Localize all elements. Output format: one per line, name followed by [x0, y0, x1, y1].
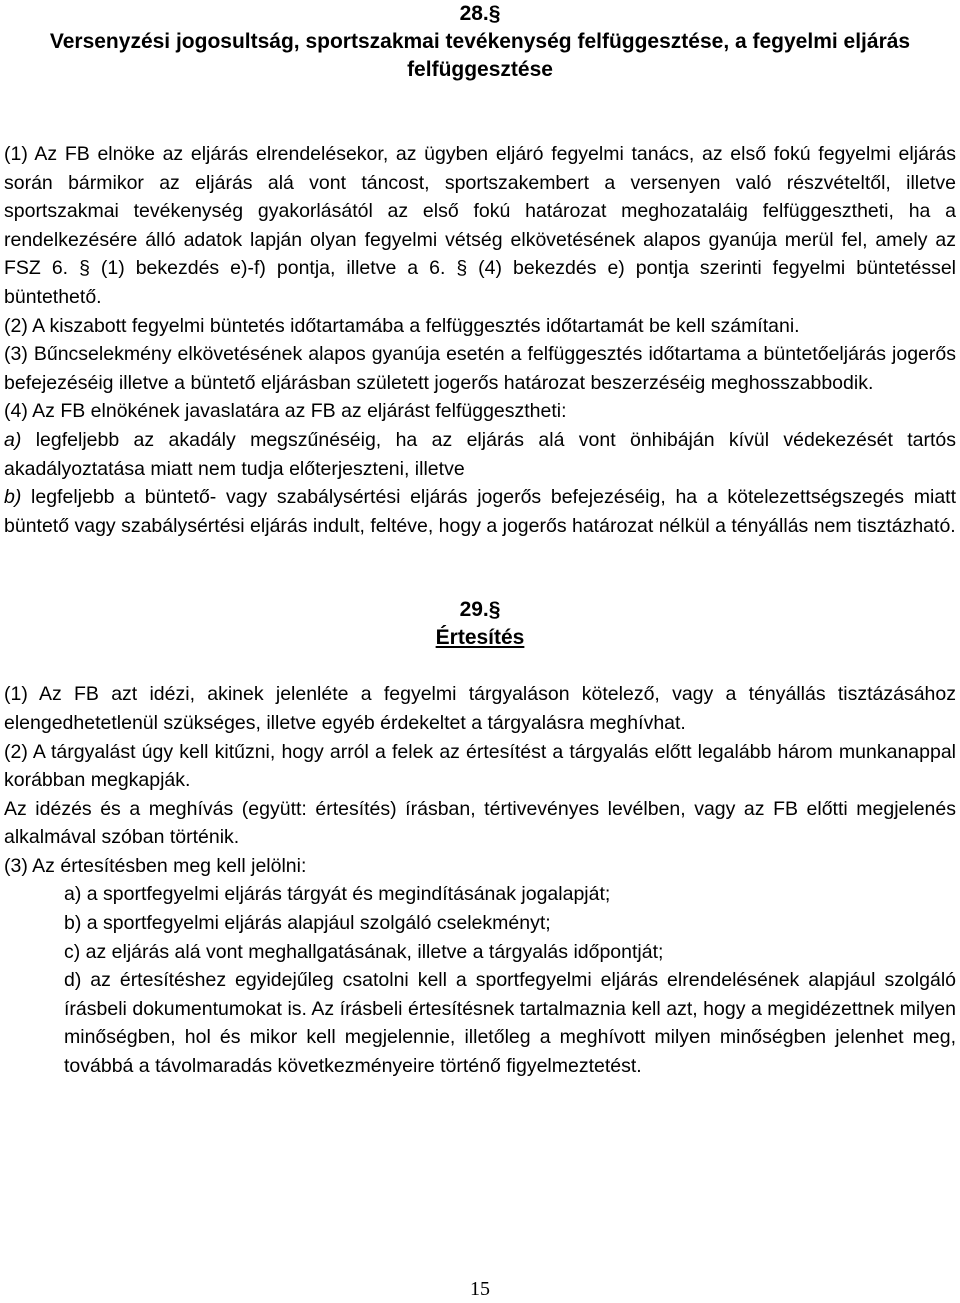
section-29-paragraph-4: (3) Az értesítésben meg kell jelölni:	[4, 854, 307, 877]
item-a-label: a)	[4, 428, 22, 451]
section-28-paragraph-3: (3) Bűncselekmény elkövetésének alapos gyanúja esetén a felfüggesztés időtartama a büntetőeljárás jogerős befejezéséig illetve a büntető eljárásban született jogerős határozat beszerzéséig meghosszabbodik.	[4, 343, 956, 394]
section-28-item-a	[4, 426, 956, 483]
section-29-title: Értesítés	[435, 626, 525, 650]
notification-requirements-list	[64, 880, 956, 1080]
document-page	[4, 0, 956, 1081]
item-a-text: legfeljebb az akadály megszűnéséig, ha az eljárás alá vont önhibáján kívül védekezését tartós akadályoztatása miatt nem tudja előterjeszteni, illetve	[4, 428, 956, 480]
list-item: d) az értesítéshez egyidejűleg csatolni kell a sportfegyelmi eljárás elrendelésének alapjául szolgáló írásbeli dokumentumokat is. Az írásbeli értesítésnek tartalmaznia kell azt, hogy a megidézettnek milyen minőségben, hol és mikor kell megjelennie, illetőleg a meghívott milyen minőségben jelenhet meg, továbbá a távolmaradás következményeire történő figyelmeztetést.	[64, 969, 956, 1078]
item-b-text: legfeljebb a büntető- vagy szabálysértési eljárás jogerős befejezéséig, ha a kötelezettségszegés miatt büntető vagy szabálysértési eljárás indult, feltéve, hogy a jogerős határozat nélkül a tényállás nem tisztázható.	[4, 486, 956, 537]
section-28-paragraph-1: (1) Az FB elnöke az eljárás elrendelésekor, az ügyben eljáró fegyelmi tanács, az első fokú fegyelmi eljárás során bármikor az eljárás alá vont táncost, sportszakembert a versenyen való részvételtől, illetve sportszakmai tevékenység gyakorlásától az első fokú határozat meghozataláig felfüggesztheti, ha a rendelkezésére álló adatok lapján olyan fegyelmi vétség elkövetésének alapos gyanúja merül fel, amely az FSZ 6. § (1) bekezdés e)-f) pontja, illetve a 6. § (4) bekezdés e) pontja szerinti fegyelmi büntetéssel büntethető.	[4, 143, 956, 308]
list-item: b) a sportfegyelmi eljárás alapjául szolgáló cselekményt;	[64, 912, 551, 935]
section-29-paragraph-1: (1) Az FB azt idézi, akinek jelenléte a fegyelmi tárgyaláson kötelező, vagy a tényállás tisztázásához elengedhetetlenül szükséges, illetve egyéb érdekeltet a tárgyalásra meghívhat.	[4, 683, 956, 734]
section-28-heading	[4, 0, 956, 84]
section-29-paragraph-2: (2) A tárgyalást úgy kell kitűzni, hogy arról a felek az értesítést a tárgyalás előtt legalább három munkanappal korábban megkapják.	[4, 740, 956, 792]
list-item: c) az eljárás alá vont meghallgatásának, illetve a tárgyalás időpontját;	[64, 940, 664, 963]
section-29-paragraph-3: Az idézés és a meghívás (együtt: értesítés) írásban, tértivevényes levélben, vagy az FB előtti megjelenés alkalmával szóban történik.	[4, 797, 956, 849]
list-item: a) a sportfegyelmi eljárás tárgyát és megindításának jogalapját;	[64, 883, 611, 906]
section-28-number: 28.§	[459, 2, 501, 25]
section-28-paragraph-4: (4) Az FB elnökének javaslatára az FB az eljárást felfüggesztheti:	[4, 400, 567, 423]
section-29-heading	[4, 596, 956, 652]
section-28-title: Versenyzési jogosultság, sportszakmai tevékenység felfüggesztése, a fegyelmi eljárás felfüggesztése	[49, 30, 911, 81]
item-b-label: b)	[4, 486, 22, 509]
section-28-paragraph-2: (2) A kiszabott fegyelmi büntetés időtartamába a felfüggesztés időtartamát be kell számítani.	[4, 314, 800, 337]
section-28-item-b	[4, 483, 956, 540]
section-29-number: 29.§	[459, 598, 501, 622]
page-number: 15	[470, 1278, 490, 1300]
